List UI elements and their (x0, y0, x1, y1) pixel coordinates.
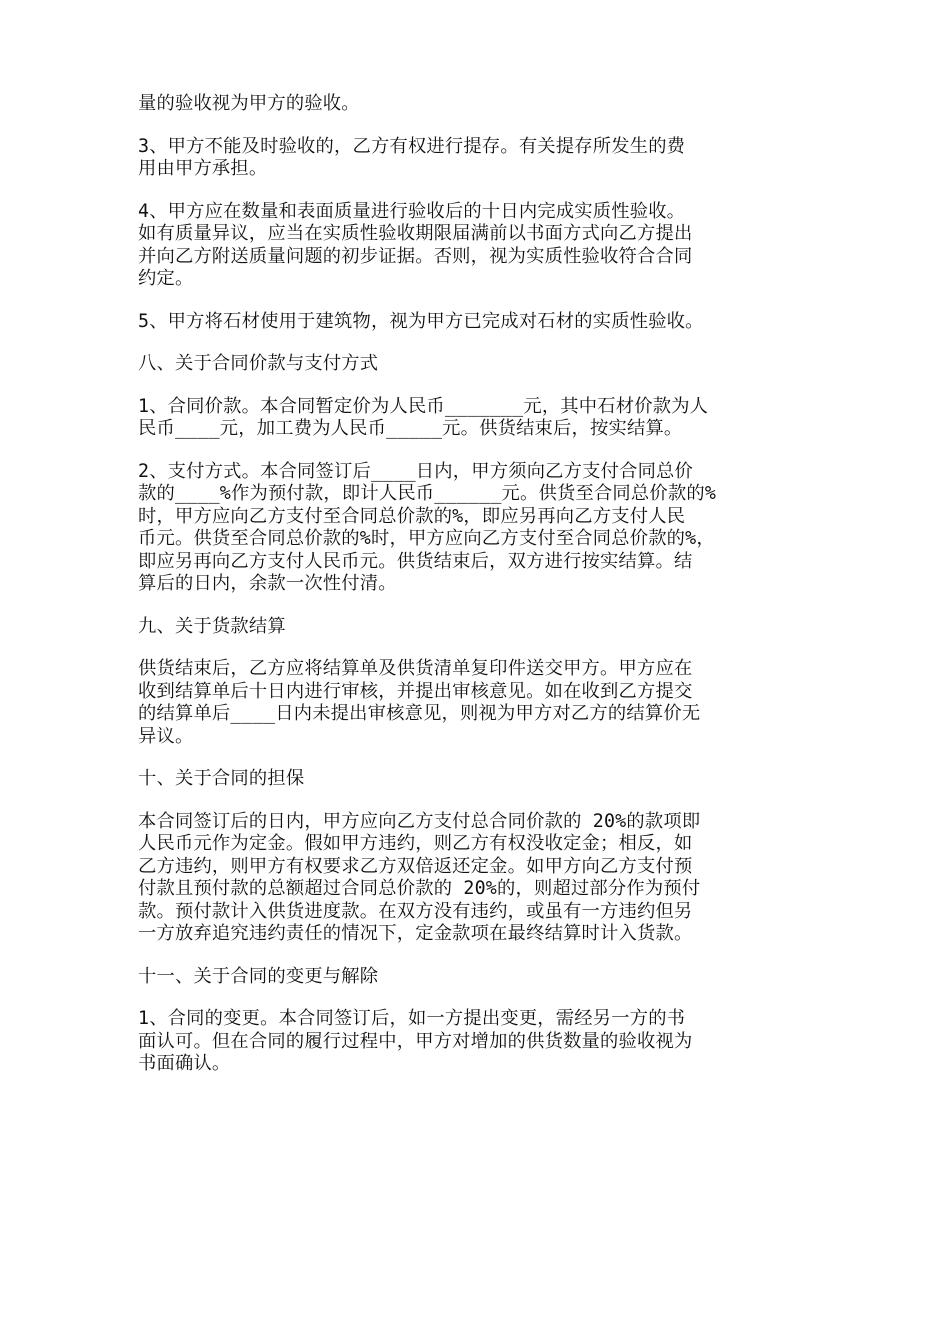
heading-text: 十一、关于合同的变更与解除 (138, 965, 379, 987)
section-heading-11 (138, 966, 818, 989)
paragraph-clause-5 (138, 311, 818, 334)
text-line: 量的验收视为甲方的验收。 (138, 93, 360, 114)
text-line: 供货结束后，乙方应将结算单及供货清单复印件送交甲方。甲方应在 (138, 658, 693, 679)
section-heading-9 (138, 616, 818, 639)
text-line: 人民币元作为定金。假如甲方违约，则乙方有权没收定金；相反，如 (138, 833, 693, 854)
text-line: 如有质量异议，应当在实质性验收期限届满前以书面方式向乙方提出 (138, 223, 693, 244)
paragraph-settlement (138, 658, 818, 748)
text-line: 的结算单后____日内未提出审核意见，则视为甲方对乙方的结算价无 (138, 703, 701, 724)
heading-text: 九、关于货款结算 (138, 615, 286, 637)
paragraph-contract-price (138, 396, 818, 441)
text-line: 款的____%作为预付款，即计人民币______元。供货至合同总价款的% (138, 483, 717, 504)
text-line: 民币____元，加工费为人民币_____元。供货结束后，按实结算。 (138, 418, 683, 439)
paragraph-clause-4 (138, 201, 818, 291)
text-line: 1、合同价款。本合同暂定价为人民币_______元，其中石材价款为人 (138, 395, 709, 417)
text-line: 币元。供货至合同总价款的%时，甲方应向乙方支付至合同总价款的%， (138, 528, 715, 549)
paragraph-guarantee (138, 811, 818, 946)
text-line: 面认可。但在合同的履行过程中，甲方对增加的供货数量的验收视为 (138, 1030, 693, 1052)
paragraph-clause-3 (138, 136, 818, 181)
text-line: 3、甲方不能及时验收的，乙方有权进行提存。有关提存所发生的费 (138, 135, 686, 157)
text-line: 书面确认。 (138, 1053, 231, 1074)
text-line: 用由甲方承担。 (138, 158, 268, 179)
section-heading-8 (138, 353, 818, 376)
paragraph-contract-change (138, 1008, 818, 1076)
paragraph-acceptance-continued (138, 93, 818, 116)
text-line: 即应另再向乙方支付人民币元。供货结束后，双方进行按实结算。结 (138, 550, 693, 572)
section-heading-10 (138, 768, 818, 791)
paragraph-payment-method (138, 461, 818, 596)
heading-text: 十、关于合同的担保 (138, 768, 305, 789)
text-line: 5、甲方将石材使用于建筑物，视为甲方已完成对石材的实质性验收。 (138, 310, 704, 332)
text-line: 4、甲方应在数量和表面质量进行验收后的十日内完成实质性验收。 (138, 200, 686, 222)
text-line: 约定。 (138, 268, 194, 289)
text-line: 付款且预付款的总额超过合同总价款的 20%的，则超过部分作为预付 (138, 878, 701, 899)
heading-text: 八、关于合同价款与支付方式 (138, 353, 379, 374)
text-line: 本合同签订后的日内，甲方应向乙方支付总合同价款的 20%的款项即 (138, 810, 701, 832)
text-line: 款。预付款计入供货进度款。在双方没有违约，或虽有一方违约但另 (138, 900, 693, 922)
text-line: 乙方违约，则甲方有权要求乙方双倍返还定金。如甲方向乙方支付预 (138, 855, 693, 877)
text-line: 2、支付方式。本合同签订后____日内，甲方须向乙方支付合同总价 (138, 460, 694, 482)
document-body (138, 93, 818, 1096)
text-line: 1、合同的变更。本合同签订后，如一方提出变更，需经另一方的书 (138, 1008, 686, 1029)
text-line: 算后的日内，余款一次性付清。 (138, 573, 397, 594)
text-line: 收到结算单后十日内进行审核，并提出审核意见。如在收到乙方提交 (138, 680, 693, 702)
text-line: 异议。 (138, 725, 194, 747)
text-line: 时，甲方应向乙方支付至合同总价款的%，即应另再向乙方支付人民 (138, 505, 686, 527)
text-line: 一方放弃追究违约责任的情况下，定金款项在最终结算时计入货款。 (138, 923, 693, 944)
text-line: 并向乙方附送质量问题的初步证据。否则，视为实质性验收符合合同 (138, 245, 693, 267)
